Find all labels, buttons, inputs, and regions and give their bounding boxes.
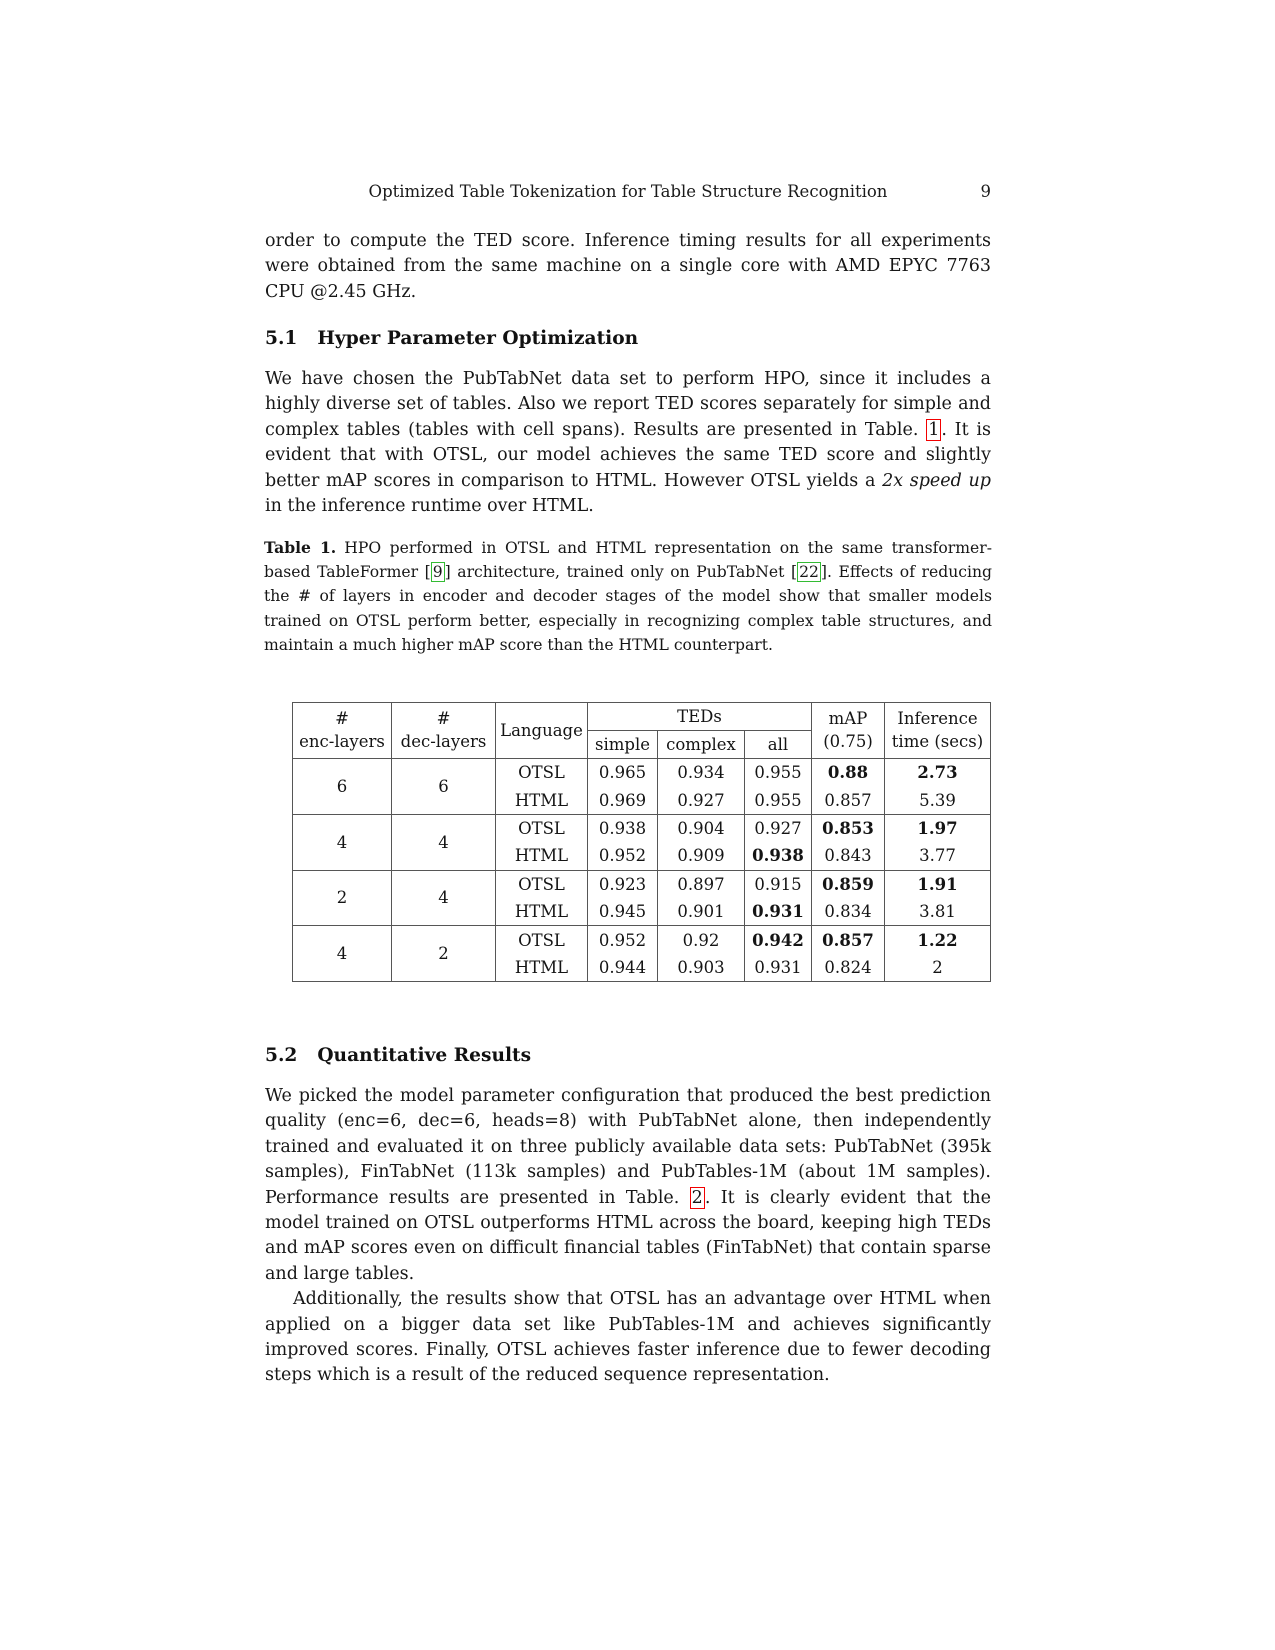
quantitative-results-text	[265, 1084, 991, 1389]
cell-lang: HTML	[496, 842, 588, 870]
cell-lang: OTSL	[496, 759, 588, 787]
col-header-line: mAP	[828, 709, 868, 728]
col-header-line: #	[436, 709, 451, 728]
text-segment: HPO performed in OTSL and HTML representation on the same transformer-based TableFormer [	[264, 539, 993, 582]
cell-time: 1.91	[885, 870, 991, 898]
cell-enc-layers: 4	[293, 814, 392, 870]
col-header-line: enc-layers	[299, 731, 385, 751]
cell-map: 0.853	[812, 814, 885, 842]
table-row	[293, 870, 991, 898]
cell-dec-layers: 4	[392, 870, 496, 926]
text-segment: 2x speed up	[882, 470, 991, 491]
citation-9-link[interactable]: 9	[432, 563, 443, 582]
cell-enc-layers: 6	[293, 759, 392, 815]
cell-complex: 0.934	[658, 759, 745, 787]
cell-simple: 0.938	[588, 814, 658, 842]
cell-dec-layers: 6	[392, 759, 496, 815]
col-header-all: all	[745, 731, 812, 759]
cell-time: 1.22	[885, 926, 991, 954]
table-1-caption	[264, 536, 992, 657]
col-header-line: dec-layers	[400, 731, 487, 751]
cell-map: 0.859	[812, 870, 885, 898]
text-segment: We picked the model parameter configuration that produced the best prediction quality (enc=6, dec=6, heads=8) with PubTabNet alone, then independently trained and evaluated it on three publicly available data sets: PubTabNet (395k samples), FinTabNet (113k samples) and PubTables-1M (about 1M samples). Performance results are presented in Table.	[265, 1086, 991, 1208]
section-number: 5.2	[265, 1045, 298, 1066]
table-row	[293, 759, 991, 787]
col-header-teds: TEDs	[588, 703, 812, 731]
page-number: 9	[980, 182, 991, 201]
table-2-ref-link[interactable]: 2	[691, 1187, 703, 1208]
cell-complex: 0.927	[658, 786, 745, 814]
cell-map: 0.834	[812, 898, 885, 926]
cell-simple: 0.965	[588, 759, 658, 787]
cell-map: 0.857	[812, 926, 885, 954]
col-header-line: #	[335, 709, 349, 728]
paragraph-additional	[265, 1287, 991, 1389]
cell-all: 0.931	[745, 898, 812, 926]
cell-complex: 0.897	[658, 870, 745, 898]
cell-lang: HTML	[496, 898, 588, 926]
col-header-line: Inference	[897, 709, 978, 728]
cell-map: 0.824	[812, 954, 885, 982]
table-row	[293, 814, 991, 842]
cell-lang: OTSL	[496, 926, 588, 954]
col-header-line: (0.75)	[823, 731, 873, 751]
paragraph-hpo	[265, 367, 991, 519]
cell-time: 3.77	[885, 842, 991, 870]
cell-simple: 0.952	[588, 926, 658, 954]
col-header-line: time (secs)	[891, 731, 984, 751]
section-number: 5.1	[265, 328, 298, 349]
col-header-map	[812, 703, 885, 759]
cell-all: 0.942	[745, 926, 812, 954]
cell-complex: 0.903	[658, 954, 745, 982]
cell-dec-layers: 4	[392, 814, 496, 870]
table-row	[293, 926, 991, 954]
section-title: Hyper Parameter Optimization	[317, 328, 639, 349]
paragraph-results	[265, 1084, 991, 1287]
cell-lang: HTML	[496, 786, 588, 814]
cell-complex: 0.901	[658, 898, 745, 926]
cell-all: 0.927	[745, 814, 812, 842]
cell-dec-layers: 2	[392, 926, 496, 982]
cell-time: 2.73	[885, 759, 991, 787]
section-heading-5-2	[265, 1045, 531, 1066]
table1-body	[293, 759, 991, 982]
cell-all: 0.915	[745, 870, 812, 898]
cell-enc-layers: 2	[293, 870, 392, 926]
cell-map: 0.843	[812, 842, 885, 870]
section-title: Quantitative Results	[317, 1045, 532, 1066]
text-segment: We have chosen the PubTabNet data set to perform HPO, since it includes a highly diverse set of tables. Also we report TED scores separately for simple and complex tables (tables with cell spans). Results are presented in Table.	[265, 369, 991, 440]
col-header-enc-layers	[293, 703, 392, 759]
text-segment: order to compute the TED score. Inference timing results for all experiments were obtained from the same machine on a single core with AMD EPYC 7763 CPU @2.45 GHz.	[265, 231, 991, 302]
col-header-complex: complex	[658, 731, 745, 759]
cell-simple: 0.969	[588, 786, 658, 814]
cell-all: 0.938	[745, 842, 812, 870]
caption-label: Table 1.	[264, 538, 337, 557]
cell-simple: 0.952	[588, 842, 658, 870]
cell-map: 0.857	[812, 786, 885, 814]
running-head	[265, 182, 991, 201]
cell-all: 0.931	[745, 954, 812, 982]
col-header-dec-layers	[392, 703, 496, 759]
cell-complex: 0.92	[658, 926, 745, 954]
cell-simple: 0.944	[588, 954, 658, 982]
cell-simple: 0.923	[588, 870, 658, 898]
col-header-language: Language	[496, 703, 588, 759]
text-segment: . It is evident that with OTSL, our model achieves the same TED score and slightly better mAP scores in comparison to HTML. However OTSL yields a	[265, 419, 991, 491]
cell-time: 5.39	[885, 786, 991, 814]
cell-enc-layers: 4	[293, 926, 392, 982]
text-segment: . It is clearly evident that the model trained on OTSL outperforms HTML across the board, keeping high TEDs and mAP scores even on difficult financial tables (FinTabNet) that contain sparse and large tables.	[265, 1187, 991, 1284]
text-segment: ]. Effects of reducing the # of layers in encoder and decoder stages of the model show that smaller models trained on OTSL perform better, especially in recognizing complex table structures, and maintain a much higher mAP score than the HTML counterpart.	[264, 563, 993, 654]
section-heading-5-1	[265, 328, 638, 349]
cell-all: 0.955	[745, 786, 812, 814]
col-header-inference	[885, 703, 991, 759]
table-1-ref-link[interactable]: 1	[928, 419, 940, 440]
cell-lang: OTSL	[496, 870, 588, 898]
text-segment: ] architecture, trained only on PubTabNet [	[444, 563, 798, 582]
cell-time: 1.97	[885, 814, 991, 842]
cell-complex: 0.904	[658, 814, 745, 842]
cell-lang: HTML	[496, 954, 588, 982]
cell-map: 0.88	[812, 759, 885, 787]
paragraph-intro	[265, 229, 991, 305]
cell-simple: 0.945	[588, 898, 658, 926]
text-segment: Additionally, the results show that OTSL has an advantage over HTML when applied on a bigger data set like PubTables-1M and achieves significantly improved scores. Finally, OTSL achieves faster inference due to fewer decoding steps which is a result of the reduced sequence representation.	[265, 1289, 991, 1386]
cell-time: 3.81	[885, 898, 991, 926]
running-head-title: Optimized Table Tokenization for Table Structure Recognition	[368, 182, 888, 201]
results-table	[292, 702, 991, 982]
citation-22-link[interactable]: 22	[799, 563, 819, 582]
text-segment: in the inference runtime over HTML.	[265, 496, 594, 517]
col-header-simple: simple	[588, 731, 658, 759]
cell-lang: OTSL	[496, 814, 588, 842]
cell-complex: 0.909	[658, 842, 745, 870]
cell-time: 2	[885, 954, 991, 982]
cell-all: 0.955	[745, 759, 812, 787]
table-header	[293, 703, 991, 759]
